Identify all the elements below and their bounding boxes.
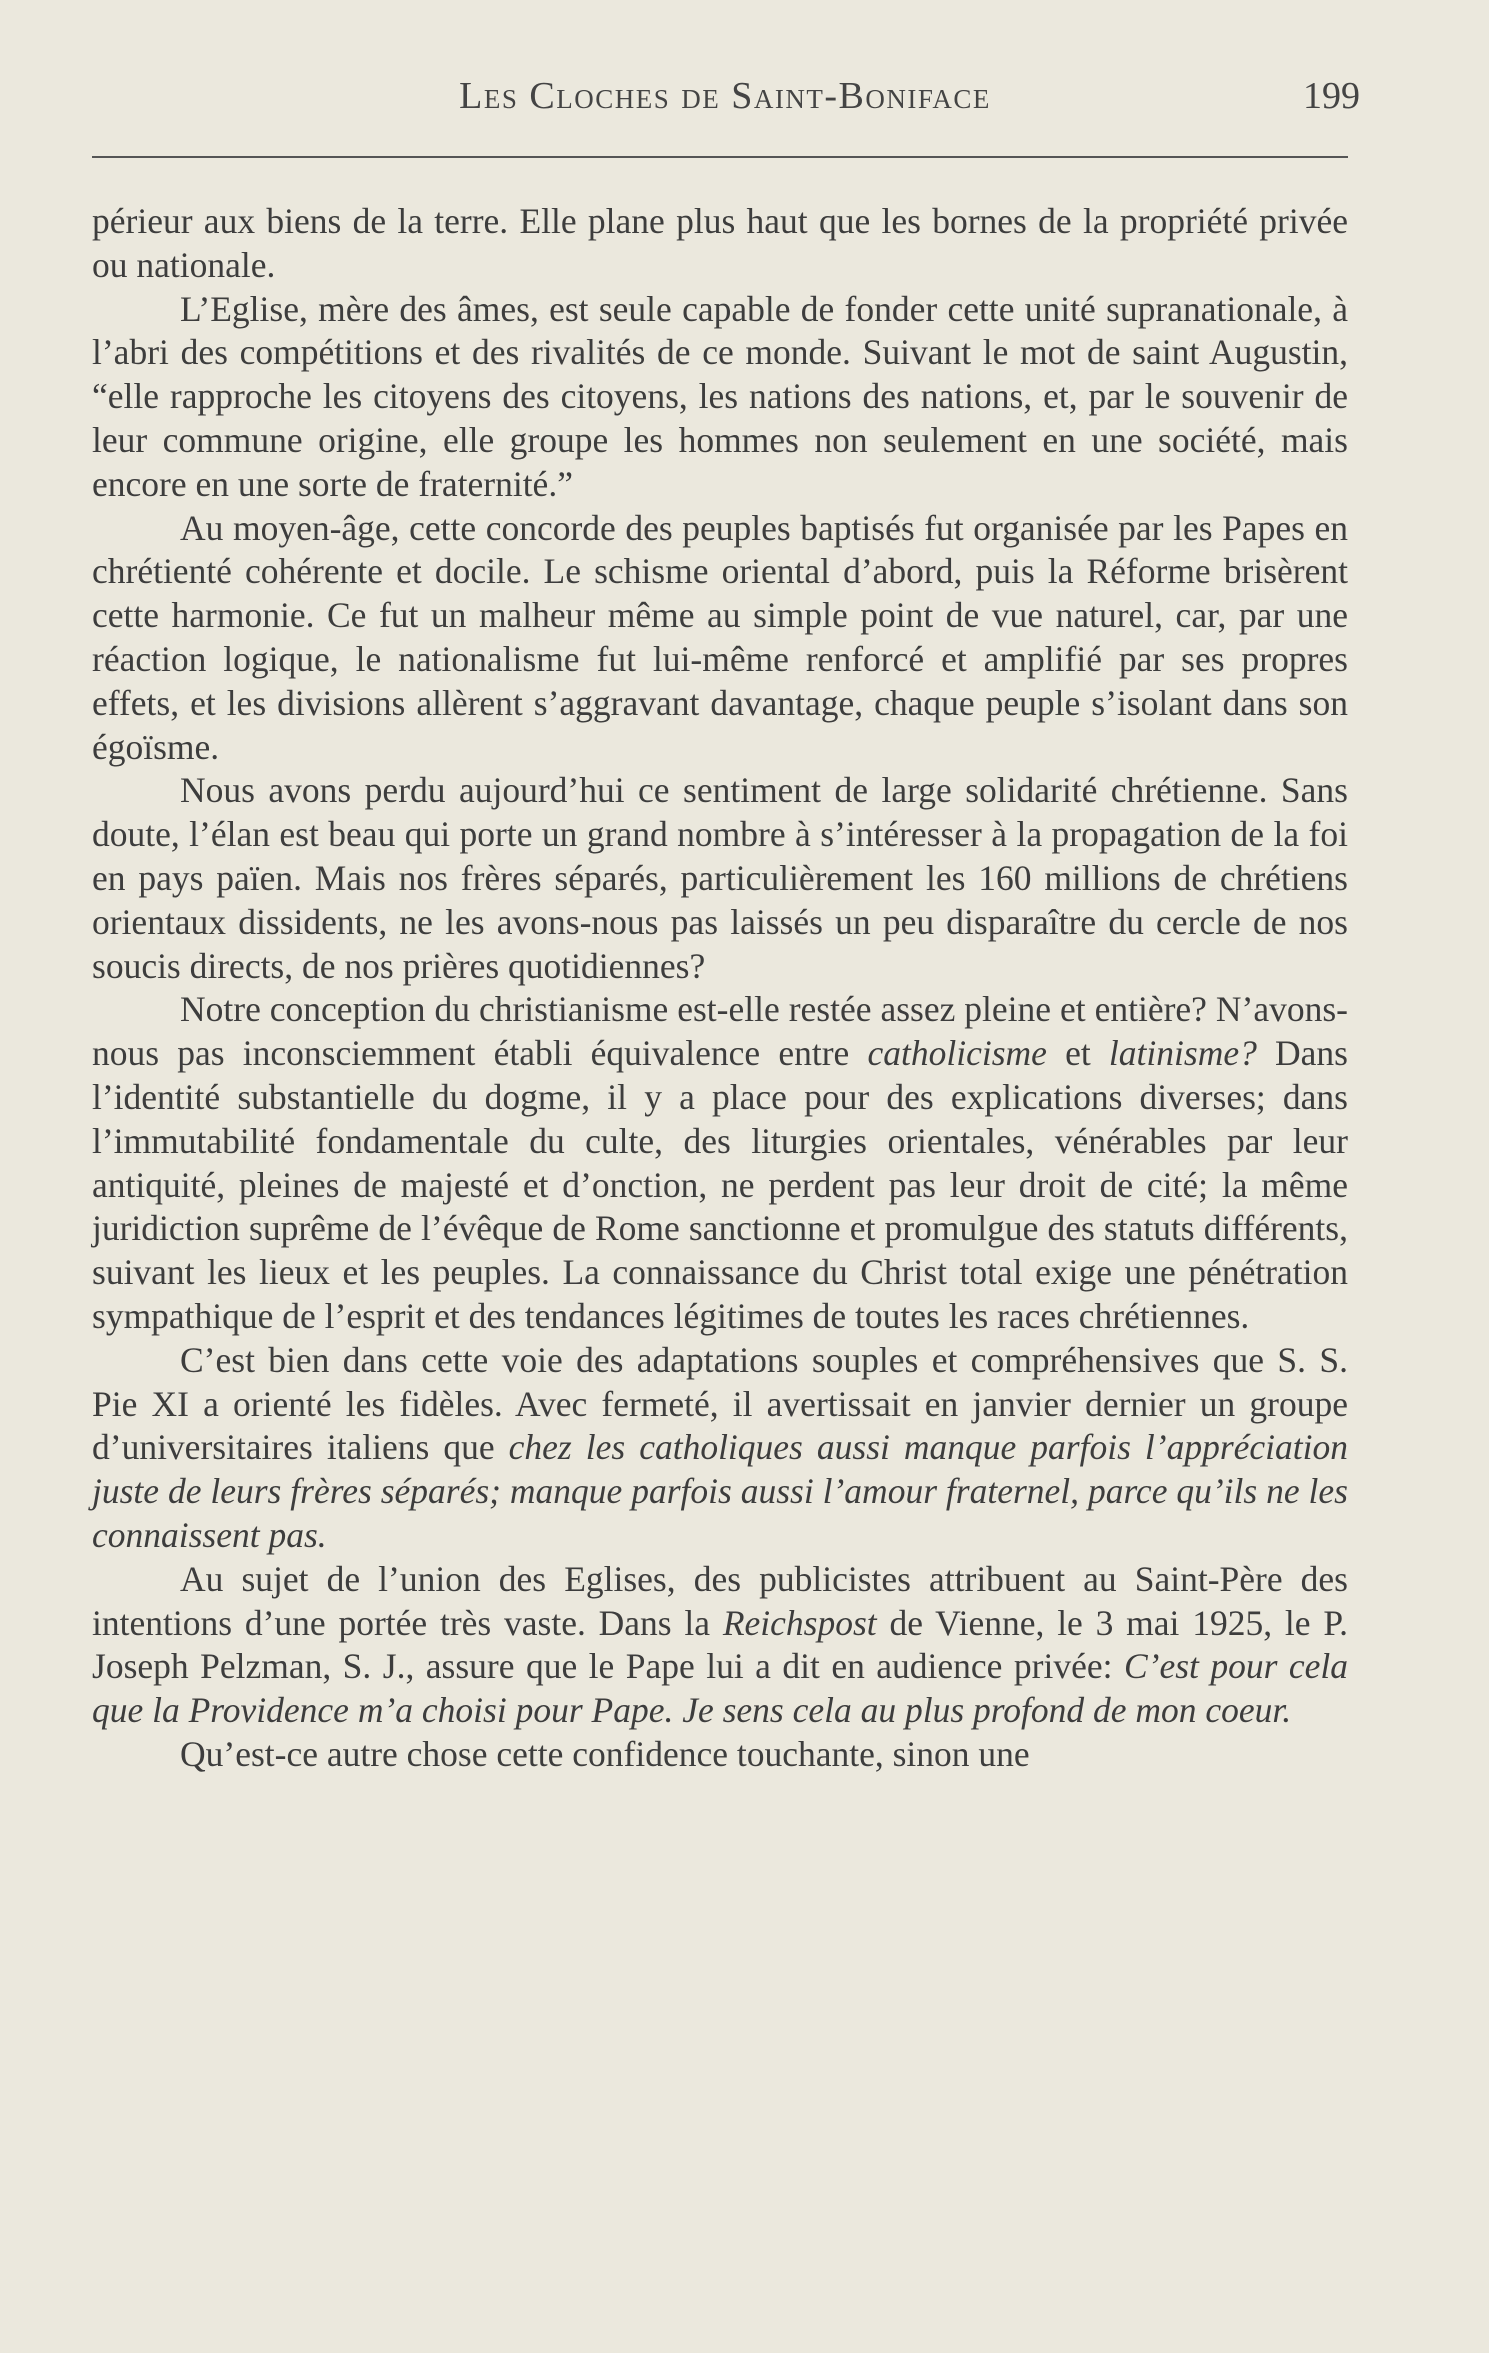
- italic-text: catholicisme: [867, 1033, 1047, 1074]
- text-segment: Au sujet de l’union des Eglises, des publicistes attribuent au Saint-Père des intentions d’une portée très vaste. Dans la: [92, 1558, 1348, 1643]
- text-segment: Dans l’identité substantielle du dogme, il y a place pour des explications diverses; dans l’immutabilité fondamentale du culte, des liturgies orientales, vénérables par leur antiquité, pleines de majesté et d’onction, ne perdent pas leur droit de cité; la même juridiction suprême de l’évêque de Rome sanctionne et promulgue des statuts différents, suivant les lieux et les peuples. La connaissance du Christ total exige une pénétration sympathique de l’esprit et des tendances légitimes de toutes les races chrétiennes.: [92, 1033, 1348, 1336]
- text-segment: L’Eglise, mère des âmes, est seule capable de fonder cette unité supranationale, à l’abri des compétitions et des rivalités de ce monde. Suivant le mot de saint Augustin, “elle rapproche les citoyens des citoyens, les nations des nations, et, par le souvenir de leur commune origine, elle groupe les hommes non seulement en une société, mais encore en une sorte de fraternité.”: [92, 288, 1348, 504]
- text-segment: périeur aux biens de la terre. Elle plane plus haut que les bornes de la propriété privée ou nationale.: [92, 201, 1348, 285]
- italic-text: chez les catholiques aussi manque parfois l’appréciation juste de leurs frères séparés; manque parfois aussi l’amour fraternel, parce qu’ils ne les connaissent pas.: [92, 1427, 1349, 1555]
- text-segment: Notre conception du christianisme est-elle restée assez pleine et entière? N’avons-nous pas inconsciemment établi équivalence entre: [92, 989, 1348, 1074]
- paragraph: [92, 507, 1348, 770]
- paragraph: [92, 200, 1348, 288]
- italic-text: latinisme?: [1108, 1033, 1257, 1074]
- paragraph: [92, 988, 1348, 1338]
- running-title: Les Cloches de Saint-Boniface: [459, 75, 991, 117]
- paragraph: [92, 769, 1348, 988]
- text-segment: Au moyen-âge, cette concorde des peuples baptisés fut organisée par les Papes en chrétienté cohérente et docile. Le schisme oriental d’abord, puis la Réforme brisèrent cette harmonie. Ce fut un malheur même au simple point de vue naturel, car, par une réaction logique, le nationalisme fut lui-même renforcé et amplifié par ses propres effets, et les divisions allèrent s’aggravant davantage, chaque peuple s’isolant dans son égoïsme.: [92, 507, 1348, 767]
- text-segment: de Vienne, le 3 mai 1925, le P. Joseph Pelzman, S. J., assure que le Pape lui a dit en audience privée:: [92, 1602, 1348, 1687]
- running-head: [90, 74, 1360, 124]
- italic-text: Reichspost: [722, 1602, 877, 1643]
- text-segment: et: [1046, 1033, 1109, 1074]
- text-segment: C’est bien dans cette voie des adaptations souples et compréhensives que S. S. Pie XI a orienté les fidèles. Avec fermeté, il avertissait en janvier dernier un groupe d’universitaires italiens que: [92, 1339, 1348, 1468]
- text-segment: Nous avons perdu aujourd’hui ce sentiment de large solidarité chrétienne. Sans doute, l’élan est beau qui porte un grand nombre à s’intéresser à la propagation de la foi en pays païen. Mais nos frères séparés, particulièrement les 160 millions de chrétiens orientaux dissidents, ne les avons-nous pas laissés un peu disparaître du cercle de nos soucis directs, de nos prières quotidiennes?: [92, 770, 1348, 986]
- paragraph: [92, 288, 1348, 507]
- body-text: [92, 200, 1348, 1777]
- paragraph: [92, 1733, 1348, 1777]
- text-segment: Qu’est-ce autre chose cette confidence touchante, sinon une: [180, 1733, 1030, 1774]
- paragraph: [92, 1558, 1348, 1733]
- header-rule: [92, 156, 1348, 158]
- paragraph: [92, 1339, 1348, 1558]
- italic-text: C’est pour cela que la Providence m’a choisi pour Pape. Je sens cela au plus profond de mon coeur.: [92, 1646, 1348, 1731]
- page-number: 199: [1303, 75, 1360, 117]
